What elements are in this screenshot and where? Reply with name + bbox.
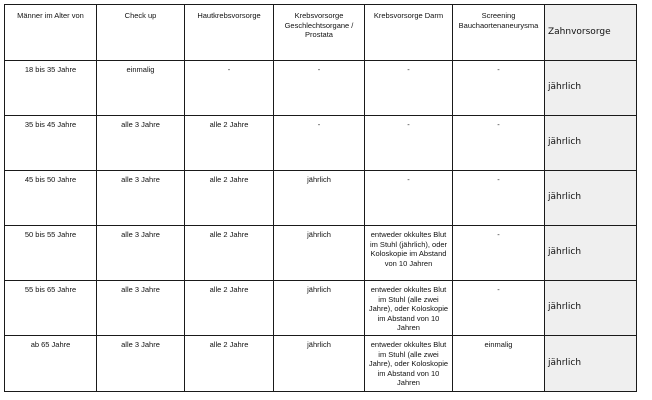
table-row — [5, 61, 637, 116]
cell-dental: jährlich — [545, 171, 637, 226]
cell-dental: jährlich — [545, 226, 637, 281]
cell-dental: jährlich — [545, 116, 637, 171]
cell-aorta: - — [453, 171, 545, 226]
cell-checkup: alle 3 Jahre — [97, 336, 185, 392]
table-row — [5, 226, 637, 281]
cell-age: 18 bis 35 Jahre — [5, 61, 97, 116]
cell-age: 55 bis 65 Jahre — [5, 281, 97, 336]
cell-colon: - — [365, 61, 453, 116]
cell-colon: entweder okkultes Blut im Stuhl (jährlich), oder Koloskopie im Abstand von 10 Jahren — [365, 226, 453, 281]
cell-checkup: alle 3 Jahre — [97, 116, 185, 171]
cell-age: 50 bis 55 Jahre — [5, 226, 97, 281]
cell-skin-cancer: alle 2 Jahre — [185, 171, 274, 226]
header-prostate: Krebsvorsorge Geschlechtsorgane / Prostata — [274, 5, 365, 61]
table-row — [5, 171, 637, 226]
cell-prostate: jährlich — [274, 171, 365, 226]
cell-age: 35 bis 45 Jahre — [5, 116, 97, 171]
cell-prostate: jährlich — [274, 281, 365, 336]
cell-dental: jährlich — [545, 61, 637, 116]
header-checkup: Check up — [97, 5, 185, 61]
cell-skin-cancer: - — [185, 61, 274, 116]
cell-dental: jährlich — [545, 336, 637, 392]
table-row — [5, 116, 637, 171]
cell-skin-cancer: alle 2 Jahre — [185, 336, 274, 392]
header-skin-cancer: Hautkrebsvorsorge — [185, 5, 274, 61]
header-colon: Krebsvorsorge Darm — [365, 5, 453, 61]
cell-aorta: - — [453, 281, 545, 336]
cell-skin-cancer: alle 2 Jahre — [185, 281, 274, 336]
cell-age: ab 65 Jahre — [5, 336, 97, 392]
header-row — [5, 5, 637, 61]
header-dental: Zahnvorsorge — [545, 5, 637, 61]
table-row — [5, 336, 637, 392]
cell-skin-cancer: alle 2 Jahre — [185, 116, 274, 171]
cell-colon: entweder okkultes Blut im Stuhl (alle zwei Jahre), oder Koloskopie im Abstand von 10 Jahren — [365, 336, 453, 392]
cell-age: 45 bis 50 Jahre — [5, 171, 97, 226]
cell-prostate: - — [274, 61, 365, 116]
table-row — [5, 281, 637, 336]
cell-aorta: einmalig — [453, 336, 545, 392]
header-aorta: Screening Bauchaortenaneurysma — [453, 5, 545, 61]
cell-aorta: - — [453, 61, 545, 116]
cell-skin-cancer: alle 2 Jahre — [185, 226, 274, 281]
header-age: Männer im Alter von — [5, 5, 97, 61]
cell-checkup: alle 3 Jahre — [97, 226, 185, 281]
cell-prostate: jährlich — [274, 226, 365, 281]
screening-table — [4, 4, 637, 392]
cell-dental: jährlich — [545, 281, 637, 336]
cell-colon: - — [365, 171, 453, 226]
cell-aorta: - — [453, 116, 545, 171]
cell-checkup: alle 3 Jahre — [97, 171, 185, 226]
cell-prostate: jährlich — [274, 336, 365, 392]
cell-checkup: alle 3 Jahre — [97, 281, 185, 336]
cell-checkup: einmalig — [97, 61, 185, 116]
cell-colon: - — [365, 116, 453, 171]
cell-colon: entweder okkultes Blut im Stuhl (alle zwei Jahre), oder Koloskopie im Abstand von 10 Jahren — [365, 281, 453, 336]
cell-aorta: - — [453, 226, 545, 281]
cell-prostate: - — [274, 116, 365, 171]
